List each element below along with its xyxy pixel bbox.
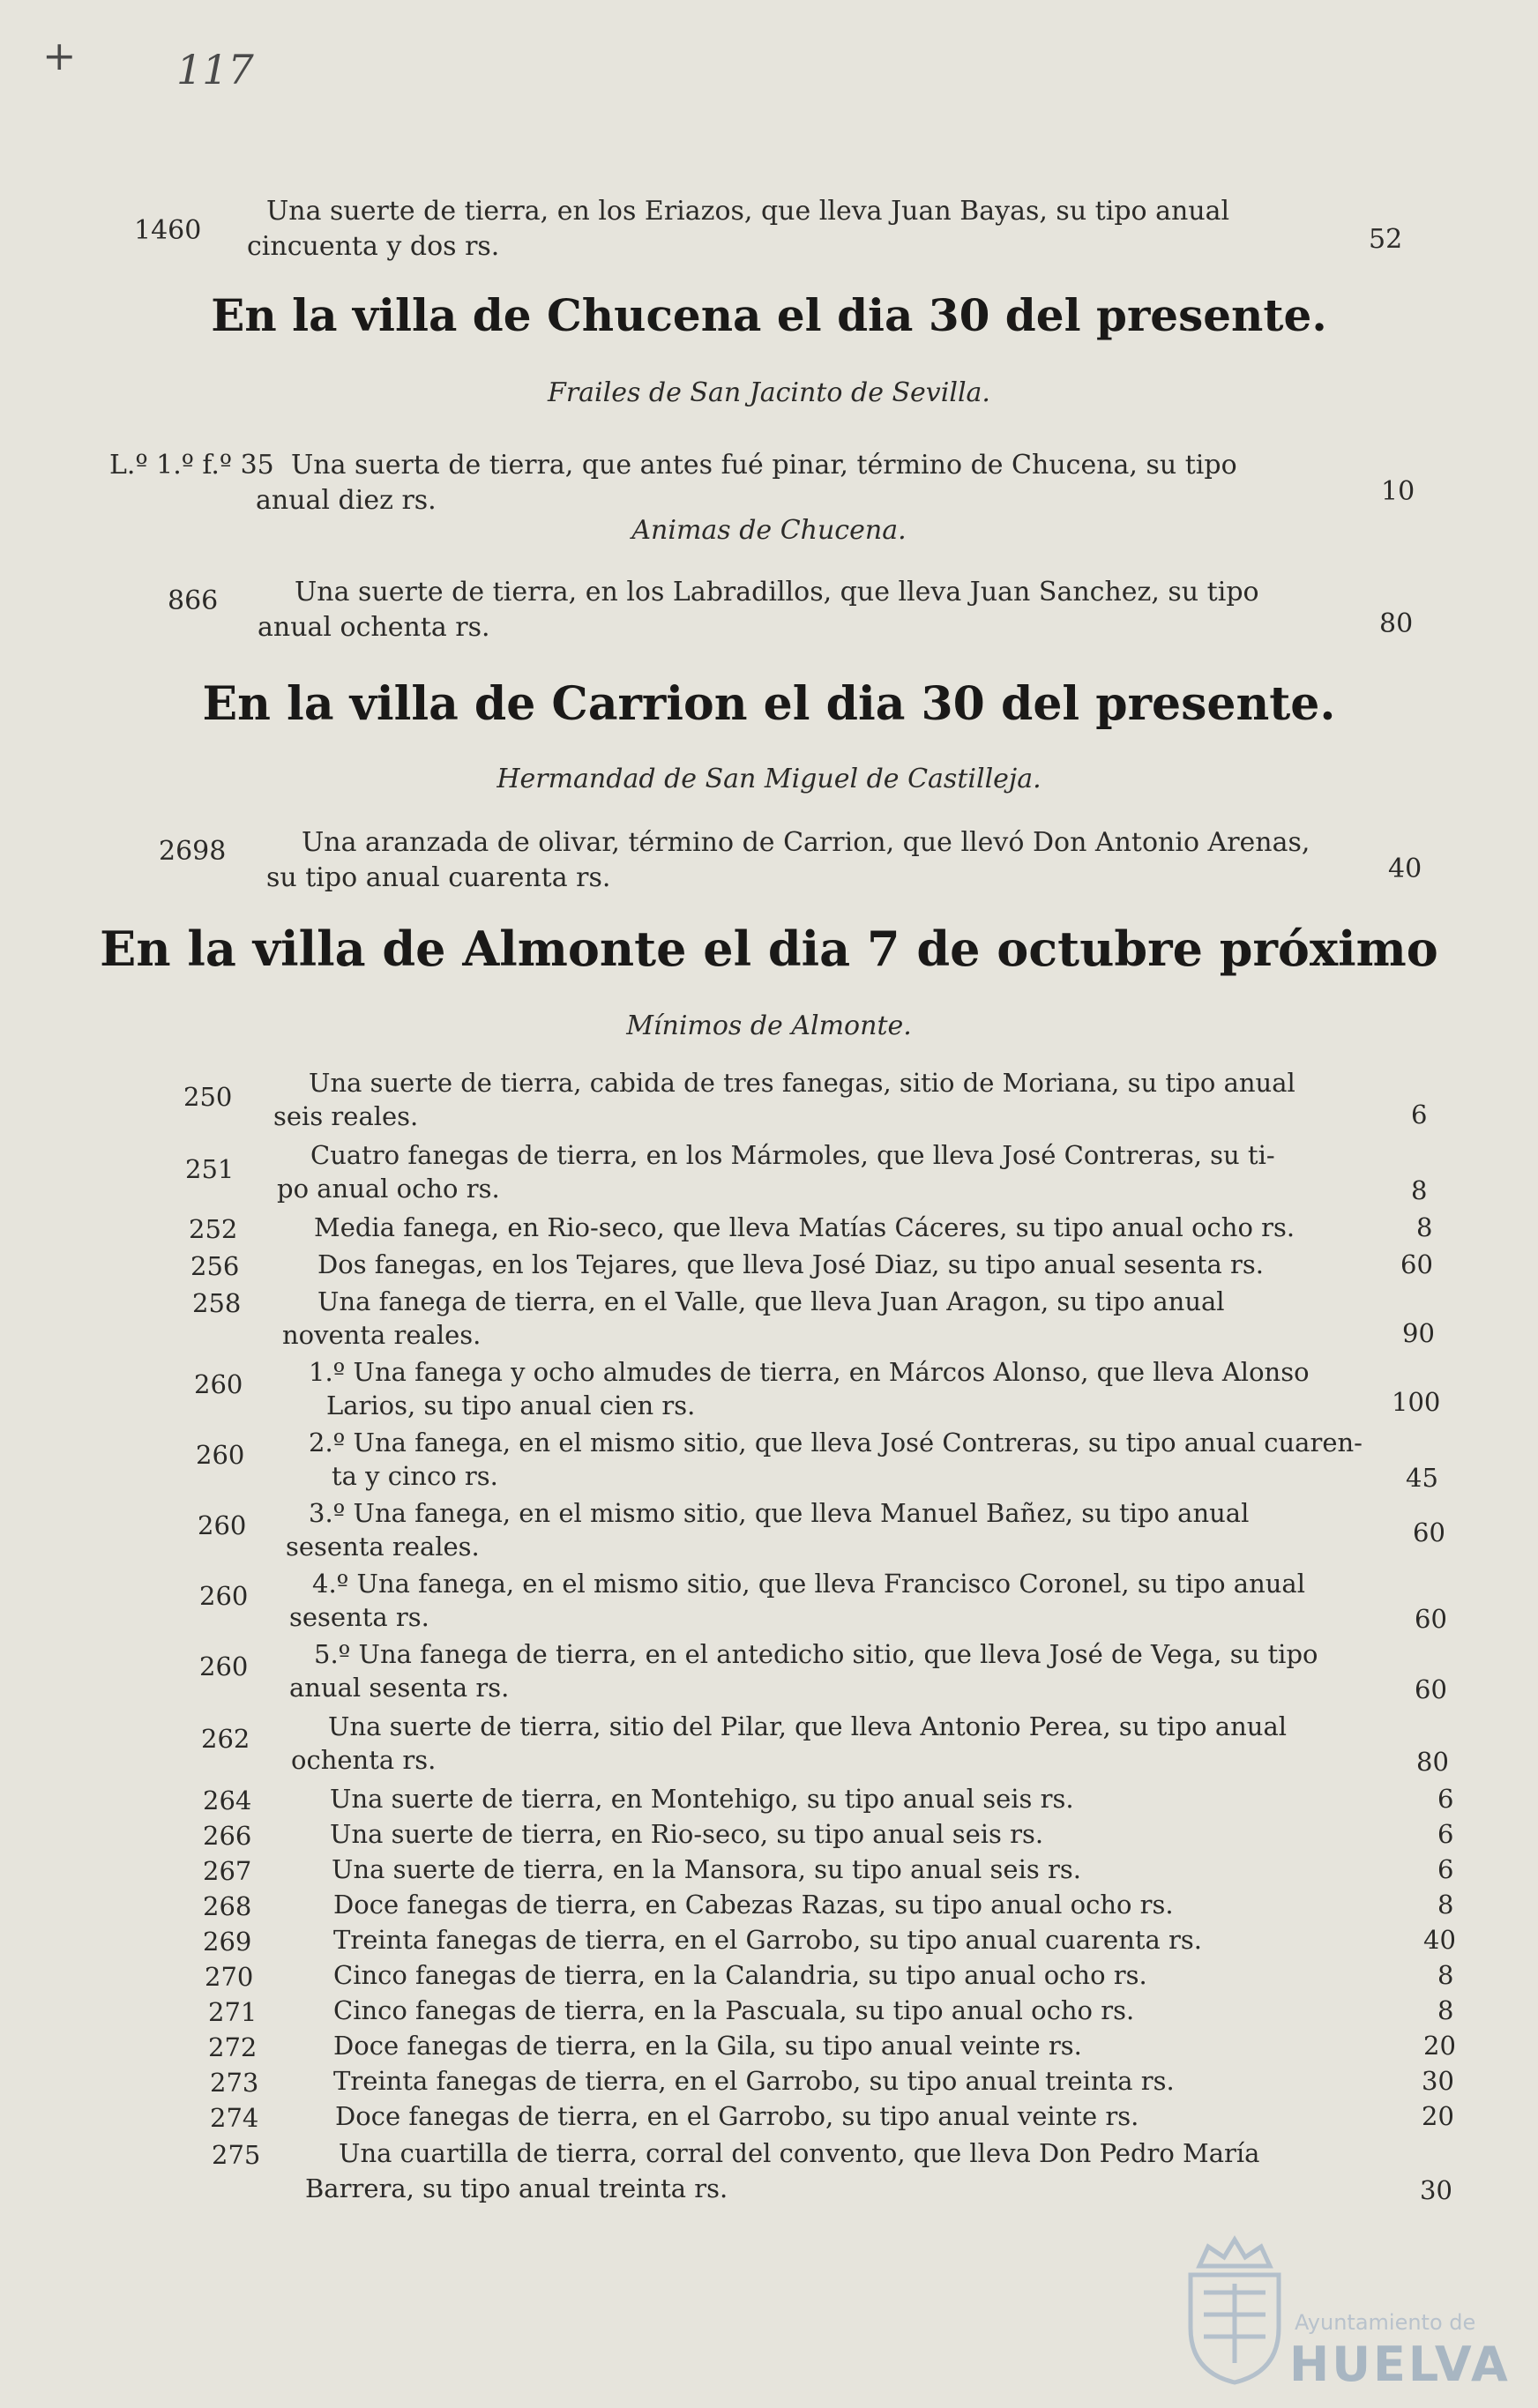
entry-line: Una suerte de tierra, en los Labradillos, que lleva Juan Sanchez, su tipo (295, 577, 1259, 608)
entry-line: Una suerte de tierra, en Montehigo, su tipo anual seis rs. (330, 1784, 1074, 1814)
entry-number: 266 (203, 1821, 252, 1851)
entry-line: su tipo anual cuarenta rs. (266, 862, 611, 893)
entry-number: 274 (210, 2103, 259, 2133)
entry-value: 10 (1381, 476, 1415, 507)
owner-frailes: Frailes de San Jacinto de Sevilla. (548, 377, 990, 408)
entry-number: 271 (208, 1997, 258, 2027)
entry-line: Treinta fanegas de tierra, en el Garrobo, su tipo anual treinta rs. (333, 2066, 1175, 2096)
entry-value: 6 (1411, 1100, 1428, 1129)
entry-row (0, 1712, 1538, 1783)
entry-value: 20 (1423, 2031, 1456, 2061)
entry-275 (0, 2139, 1538, 2213)
entry-line: ochenta rs. (291, 1745, 437, 1775)
entry-line: Media fanega, en Rio-seco, que lleva Matías Cáceres, su tipo anual ocho rs. (314, 1212, 1295, 1242)
entry-row (0, 1428, 1538, 1499)
entry-line: Doce fanegas de tierra, en el Garrobo, su tipo anual veinte rs. (335, 2101, 1139, 2131)
section-heading-carrion: En la villa de Carrion el dia 30 del presente. (202, 677, 1336, 731)
owner-minimos: Mínimos de Almonte. (626, 1010, 912, 1041)
entry-number: 273 (210, 2068, 259, 2098)
entry-row (0, 1890, 1538, 1926)
entry-value: 30 (1420, 2175, 1452, 2205)
entry-line: 3.º Una fanega, en el mismo sitio, que lleva Manuel Bañez, su tipo anual (309, 1498, 1250, 1528)
entry-value: 8 (1437, 1890, 1454, 1920)
entry-number: 272 (208, 2032, 258, 2062)
entry-line: po anual ocho rs. (277, 1174, 500, 1204)
entry-value: 6 (1437, 1819, 1454, 1849)
entry-value: 90 (1402, 1318, 1435, 1348)
entry-row (0, 1287, 1538, 1358)
entry-value: 20 (1422, 2101, 1454, 2131)
entry-line: Doce fanegas de tierra, en la Gila, su tipo anual veinte rs. (333, 2031, 1082, 2061)
handwritten-page-number: 117 (176, 46, 254, 93)
entry-number: 1460 (134, 215, 202, 246)
entry-line: seis reales. (273, 1101, 419, 1131)
entry-value: 100 (1392, 1387, 1441, 1417)
entry-value: 8 (1437, 1995, 1454, 2025)
entry-line: Una suerte de tierra, cabida de tres fanegas, sitio de Moriana, su tipo anual (309, 1068, 1295, 1098)
entry-value: 52 (1369, 224, 1403, 255)
entry-line: Cinco fanegas de tierra, en la Pascuala, su tipo anual ocho rs. (333, 1995, 1135, 2025)
entry-number: 2698 (159, 836, 227, 867)
entry-text (256, 448, 1237, 518)
entry-line: 1.º Una fanega y ocho almudes de tierra, en Márcos Alonso, que lleva Alonso (309, 1357, 1310, 1387)
section-heading-almonte: En la villa de Almonte el dia 7 de octubre próximo (100, 921, 1438, 977)
entry-line: noventa reales. (282, 1320, 482, 1350)
entry-row (0, 1213, 1538, 1249)
entry-number: 270 (205, 1962, 254, 1992)
entry-line: 5.º Una fanega de tierra, en el antedicho sitio, que lleva José de Vega, su tipo (314, 1639, 1318, 1669)
entry-row (0, 1499, 1538, 1569)
entry-row (0, 1069, 1538, 1139)
entry-row (0, 1996, 1538, 2032)
entry-2698 (0, 825, 1538, 905)
entry-line: Una cuartilla de tierra, corral del convento, que lleva Don Pedro María (339, 2138, 1260, 2168)
handwritten-mark: + (42, 32, 77, 79)
entry-line: Una suerte de tierra, en Rio-seco, su tipo anual seis rs. (330, 1819, 1044, 1849)
entry-line: Una suerte de tierra, sitio del Pilar, que lleva Antonio Perea, su tipo anual (328, 1711, 1288, 1741)
entry-row (0, 1855, 1538, 1890)
entry-value: 6 (1437, 1784, 1454, 1814)
entry-value: 60 (1413, 1517, 1445, 1547)
entry-value: 60 (1400, 1249, 1433, 1279)
entry-number: 258 (192, 1288, 242, 1318)
entry-line: Larios, su tipo anual cien rs. (326, 1390, 696, 1420)
entry-row (0, 1785, 1538, 1820)
entry-line: 2.º Una fanega, en el mismo sitio, que lleva José Contreras, su tipo anual cuaren- (309, 1428, 1363, 1457)
entry-value: 8 (1411, 1175, 1428, 1205)
entry-number: 866 (168, 585, 219, 616)
entry-value: 60 (1415, 1674, 1447, 1704)
entry-row (0, 1820, 1538, 1855)
entry-row (0, 2102, 1538, 2137)
entry-line: Una aranzada de olivar, término de Carrion, que llevó Don Antonio Arenas, (302, 827, 1310, 858)
entry-row (0, 1926, 1538, 1961)
owner-hermandad: Hermandad de San Miguel de Castilleja. (496, 764, 1042, 794)
owner-animas: Animas de Chucena. (631, 515, 907, 546)
entry-line: Cinco fanegas de tierra, en la Calandria, su tipo anual ocho rs. (333, 1960, 1147, 1990)
entry-line: ta y cinco rs. (332, 1461, 498, 1491)
entry-value: 30 (1422, 2066, 1454, 2096)
entry-number: 256 (190, 1251, 240, 1281)
entry-line: 4.º Una fanega, en el mismo sitio, que lleva Francisco Coronel, su tipo anual (312, 1569, 1306, 1599)
entry-number: 251 (185, 1154, 235, 1184)
entry-value: 45 (1406, 1463, 1438, 1493)
entry-line: Treinta fanegas de tierra, en el Garrobo, su tipo anual cuarenta rs. (333, 1925, 1203, 1955)
entry-row (0, 1141, 1538, 1211)
entry-line: Una suerta de tierra, que antes fué pinar, término de Chucena, su tipo (291, 450, 1237, 481)
entry-line: Una suerte de tierra, en los Eriazos, que lleva Juan Bayas, su tipo anual (266, 196, 1230, 227)
entry-line: cincuenta y dos rs. (247, 231, 500, 262)
entry-line: Cuatro fanegas de tierra, en los Mármoles, que lleva José Contreras, su ti- (310, 1140, 1275, 1170)
entry-value: 8 (1416, 1212, 1433, 1242)
entry-line: Dos fanegas, en los Tejares, que lleva José Diaz, su tipo anual sesenta rs. (317, 1249, 1264, 1279)
entry-number: 268 (203, 1891, 252, 1921)
entry-number: 252 (189, 1214, 238, 1244)
entry-number: 275 (212, 2140, 261, 2170)
entry-row (0, 1569, 1538, 1640)
entry-text (247, 194, 1229, 265)
entry-row (0, 1250, 1538, 1286)
entry-line: Una suerte de tierra, en la Mansora, su tipo anual seis rs. (332, 1854, 1081, 1884)
entry-row (0, 1961, 1538, 1996)
entry-line: Doce fanegas de tierra, en Cabezas Razas, su tipo anual ocho rs. (333, 1890, 1174, 1920)
entry-value: 8 (1437, 1960, 1454, 1990)
entry-number: 260 (194, 1369, 243, 1399)
entry-text (266, 825, 1310, 896)
entry-row (0, 2067, 1538, 2102)
entry-1460 (0, 194, 1538, 273)
entry-row (0, 1358, 1538, 1428)
entry-number: 267 (203, 1856, 252, 1886)
entry-line: Barrera, su tipo anual treinta rs. (305, 2173, 728, 2203)
entry-line: Una fanega de tierra, en el Valle, que lleva Juan Aragon, su tipo anual (317, 1286, 1225, 1316)
entry-number: 260 (196, 1440, 245, 1470)
entry-value: 40 (1388, 854, 1422, 884)
entry-number: L.º 1.º f.º 35 (109, 450, 274, 481)
entry-number: 264 (203, 1785, 252, 1815)
entry-number: 269 (203, 1927, 252, 1957)
entry-line: sesenta reales. (286, 1532, 480, 1562)
entry-number: 260 (198, 1510, 247, 1540)
section-heading-chucena: En la villa de Chucena el dia 30 del presente. (211, 289, 1327, 341)
entry-text (258, 575, 1259, 645)
entry-line: sesenta rs. (289, 1602, 429, 1632)
entry-value: 80 (1416, 1747, 1449, 1777)
entry-line: anual diez rs. (256, 485, 437, 516)
entry-value: 60 (1415, 1604, 1447, 1634)
entry-number: 260 (199, 1581, 249, 1611)
entry-line: anual sesenta rs. (289, 1673, 510, 1703)
coat-of-arms-icon (1173, 2231, 1296, 2389)
entry-value: 80 (1379, 608, 1414, 639)
ayuntamiento-huelva-watermark (1173, 2231, 1511, 2392)
entry-line: anual ochenta rs. (258, 612, 490, 643)
entry-number: 262 (201, 1724, 250, 1754)
entry-row (0, 1640, 1538, 1711)
entry-number: 250 (183, 1082, 233, 1112)
entry-866 (0, 575, 1538, 654)
entry-value: 6 (1437, 1854, 1454, 1884)
entry-value: 40 (1423, 1925, 1456, 1955)
watermark-top-text: Ayuntamiento de (1295, 2310, 1476, 2335)
entry-number: 260 (199, 1651, 249, 1681)
watermark-bottom-text: HUELVA (1289, 2337, 1511, 2392)
entry-row (0, 2032, 1538, 2067)
